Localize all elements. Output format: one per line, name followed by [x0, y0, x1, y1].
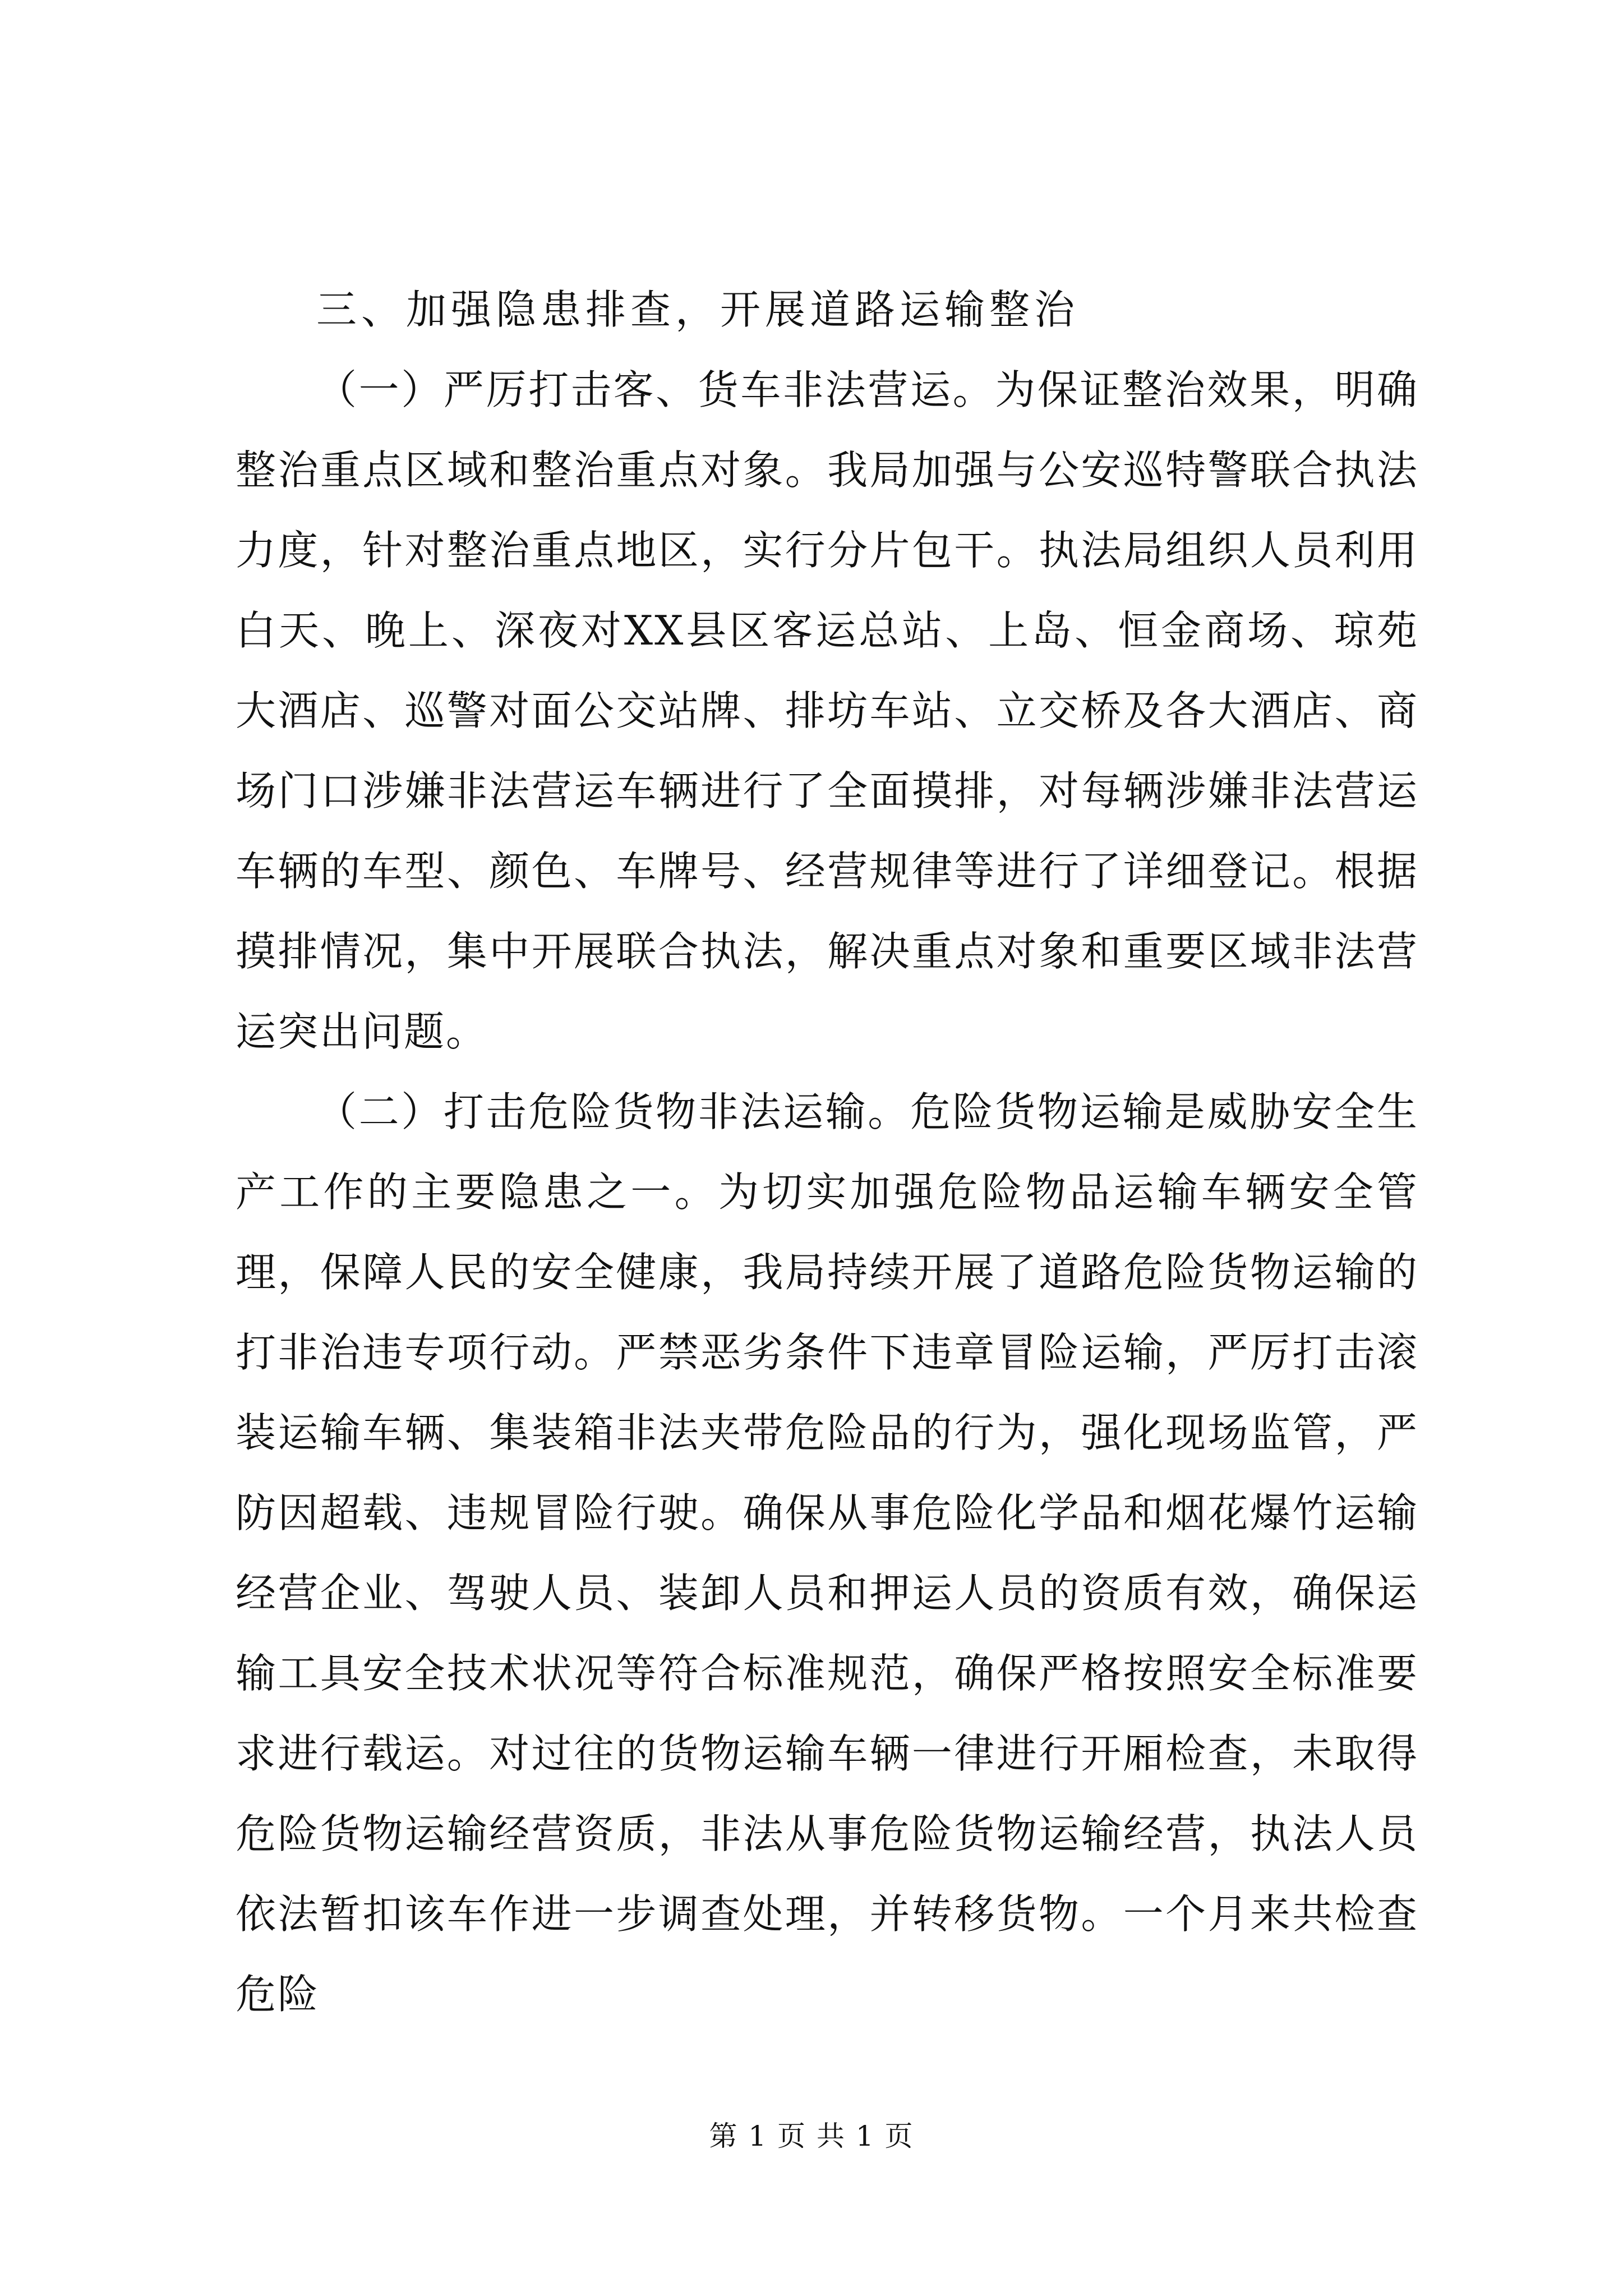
- section-heading: 三、加强隐患排查，开展道路运输整治: [316, 286, 1080, 333]
- paragraph-2: （二）打击危险货物非法运输。危险货物运输是威胁安全生产工作的主要隐患之一。为切实加强危险物品运输车辆安全管理，保障人民的安全健康，我局持续开展了道路危险货物运输的打非治违专项行动。严禁恶劣条件下违章冒险运输，严厉打击滚装运输车辆、集装箱非法夹带危险品的行为，强化现场监管，严防因超载、违规冒险行驶。确保从事危险化学品和烟花爆竹运输经营企业、驾驶人员、装卸人员和押运人员的资质有效，确保运输工具安全技术状况等符合标准规范，确保严格按照安全标准要求进行载运。对过往的货物运输车辆一律进行开厢检查，未取得危险货物运输经营资质，非法从事危险货物运输经营，执法人员依法暂扣该车作进一步调查处理，并转移货物。一个月来共检查危险: [236, 1088, 1419, 2018]
- paragraph-1: （一）严厉打击客、货车非法营运。为保证整治效果，明确整治重点区域和整治重点对象。我局加强与公安巡特警联合执法力度，针对整治重点地区，实行分片包干。执法局组织人员利用白天、晚上、深夜对XX县区客运总站、上岛、恒金商场、琼苑大酒店、巡警对面公交站牌、排坊车站、立交桥及各大酒店、商场门口涉嫌非法营运车辆进行了全面摸排，对每辆涉嫌非法营运车辆的车型、颜色、车牌号、经营规律等进行了详细登记。根据摸排情况，集中开展联合执法，解决重点对象和重要区域非法营运突出问题。: [236, 366, 1419, 1055]
- page-footer: 第 1 页 共 1 页: [709, 2120, 914, 2152]
- document-body: [236, 269, 1419, 2035]
